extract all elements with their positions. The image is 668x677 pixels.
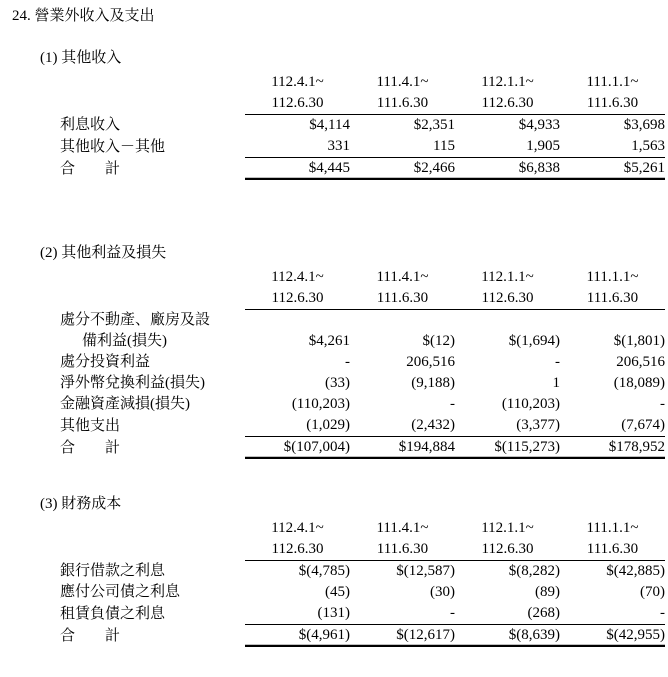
period-end: 111.6.30	[586, 95, 639, 111]
column-header-period	[350, 267, 455, 310]
row-value: $(1,694)	[508, 333, 560, 349]
period-start: 112.4.1~	[271, 269, 324, 285]
period-start: 112.1.1~	[481, 520, 534, 536]
period-end: 112.6.30	[481, 95, 534, 111]
row-value: $(8,639)	[455, 625, 560, 647]
table-row	[60, 603, 665, 625]
period-end: 112.6.30	[271, 290, 324, 306]
row-value: (9,188)	[411, 375, 455, 391]
row-value: $(42,955)	[560, 625, 665, 647]
table-row	[60, 373, 665, 394]
row-value: $(1,801)	[613, 333, 665, 349]
row-value: $(4,785)	[245, 561, 350, 583]
column-header-period	[245, 518, 350, 561]
financial-table	[60, 267, 665, 459]
row-value: $6,838	[455, 158, 560, 180]
row-label: 處分投資利益	[60, 354, 151, 370]
row-value: 115	[433, 138, 455, 154]
column-header-period	[455, 267, 560, 310]
column-header-period	[560, 72, 665, 115]
row-value: $194,884	[350, 437, 455, 459]
row-value: (110,203)	[291, 396, 350, 412]
row-label: 淨外幣兌換利益(損失)	[60, 375, 205, 391]
table-row	[60, 136, 665, 158]
row-label: 金融資產減損(損失)	[60, 396, 190, 412]
row-value: 331	[327, 138, 350, 154]
period-start: 112.1.1~	[481, 74, 534, 90]
row-value: (131)	[317, 605, 350, 621]
period-end: 112.6.30	[481, 541, 534, 557]
column-header-period	[455, 518, 560, 561]
row-value: $4,933	[455, 115, 560, 137]
row-value: $4,261	[308, 333, 350, 349]
period-end: 111.6.30	[586, 290, 639, 306]
row-value: $178,952	[560, 437, 665, 459]
period-end: 111.6.30	[376, 95, 429, 111]
row-value	[560, 310, 665, 332]
row-value: $2,466	[350, 158, 455, 180]
row-value: $(107,004)	[245, 437, 350, 459]
row-value: $(12)	[422, 333, 455, 349]
row-value: (110,203)	[501, 396, 560, 412]
row-value: 206,516	[616, 354, 665, 370]
row-value: -	[660, 396, 665, 412]
row-label: 處分不動產、廠房及設	[60, 312, 211, 328]
row-value: $(42,885)	[560, 561, 665, 583]
row-value	[245, 310, 350, 332]
period-start: 111.1.1~	[586, 74, 639, 90]
table-row	[60, 437, 665, 459]
period-end: 111.6.30	[376, 541, 429, 557]
section-title: (2) 其他利益及損失	[40, 245, 167, 261]
table-header-row	[60, 72, 665, 115]
row-value: -	[450, 396, 455, 412]
row-value: $4,114	[245, 115, 350, 137]
table-row	[60, 561, 665, 583]
row-value: 206,516	[406, 354, 455, 370]
table-row	[60, 158, 665, 180]
period-start: 111.1.1~	[586, 269, 639, 285]
table-header-row	[60, 267, 665, 310]
row-label: 銀行借款之利息	[60, 563, 166, 579]
column-header-period	[350, 72, 455, 115]
table-row	[60, 415, 665, 437]
column-header-period	[245, 72, 350, 115]
header-blank-cell	[60, 518, 245, 561]
row-value: -	[345, 354, 350, 370]
financial-table	[60, 518, 665, 647]
row-value: (89)	[535, 584, 560, 600]
page-title: 24. 營業外收入及支出	[12, 8, 155, 24]
header-blank-cell	[60, 72, 245, 115]
row-label: 租賃負債之利息	[60, 605, 166, 622]
period-start: 112.4.1~	[271, 520, 324, 536]
row-label: 利息收入	[60, 117, 121, 133]
table-header-row	[60, 518, 665, 561]
section-title: (1) 其他收入	[40, 50, 122, 66]
period-end: 112.6.30	[481, 290, 534, 306]
table-row	[60, 352, 665, 373]
period-end: 112.6.30	[271, 95, 324, 111]
row-value: (7,674)	[621, 417, 665, 433]
row-value: $(12,617)	[350, 625, 455, 647]
row-value: -	[660, 605, 665, 621]
period-start: 112.1.1~	[481, 269, 534, 285]
row-value: $3,698	[560, 115, 665, 137]
period-start: 111.4.1~	[376, 520, 429, 536]
period-end: 111.6.30	[586, 541, 639, 557]
period-end: 112.6.30	[271, 541, 324, 557]
table-row	[60, 331, 665, 352]
row-value: $2,351	[350, 115, 455, 137]
period-start: 112.4.1~	[271, 74, 324, 90]
row-label: 合 計	[60, 439, 121, 456]
row-label: 合 計	[60, 627, 121, 644]
period-start: 111.4.1~	[376, 74, 429, 90]
header-blank-cell	[60, 267, 245, 310]
section-title: (3) 財務成本	[40, 496, 122, 512]
row-value: (33)	[325, 375, 350, 391]
row-value: (268)	[527, 605, 560, 621]
row-label: 應付公司債之利息	[60, 584, 181, 600]
row-value: (18,089)	[613, 375, 665, 391]
row-label: 其他收入－其他	[60, 138, 166, 155]
row-value	[455, 310, 560, 332]
table-row	[60, 115, 665, 137]
row-value: (30)	[430, 584, 455, 600]
row-value: 1	[552, 375, 560, 391]
financial-table	[60, 72, 665, 180]
row-label: 其他支出	[60, 417, 121, 434]
row-value: $5,261	[560, 158, 665, 180]
table-row	[60, 582, 665, 603]
row-value: (45)	[325, 584, 350, 600]
row-label: 備利益(損失)	[82, 333, 167, 349]
period-start: 111.4.1~	[376, 269, 429, 285]
row-value: $(8,282)	[455, 561, 560, 583]
table-row	[60, 625, 665, 647]
column-header-period	[560, 518, 665, 561]
period-start: 111.1.1~	[586, 520, 639, 536]
row-value: (2,432)	[411, 417, 455, 433]
column-header-period	[350, 518, 455, 561]
row-label: 合 計	[60, 160, 121, 177]
period-end: 111.6.30	[376, 290, 429, 306]
table-row	[60, 310, 665, 332]
row-value: (1,029)	[306, 417, 350, 433]
column-header-period	[455, 72, 560, 115]
row-value: $(12,587)	[350, 561, 455, 583]
row-value: $4,445	[245, 158, 350, 180]
row-value: (3,377)	[516, 417, 560, 433]
column-header-period	[560, 267, 665, 310]
row-value: -	[555, 354, 560, 370]
row-value	[350, 310, 455, 332]
table-row	[60, 394, 665, 415]
row-value: -	[450, 605, 455, 621]
row-value: 1,905	[526, 138, 560, 154]
row-value: $(4,961)	[245, 625, 350, 647]
row-value: 1,563	[631, 138, 665, 154]
row-value: $(115,273)	[455, 437, 560, 459]
column-header-period	[245, 267, 350, 310]
row-value: (70)	[640, 584, 665, 600]
